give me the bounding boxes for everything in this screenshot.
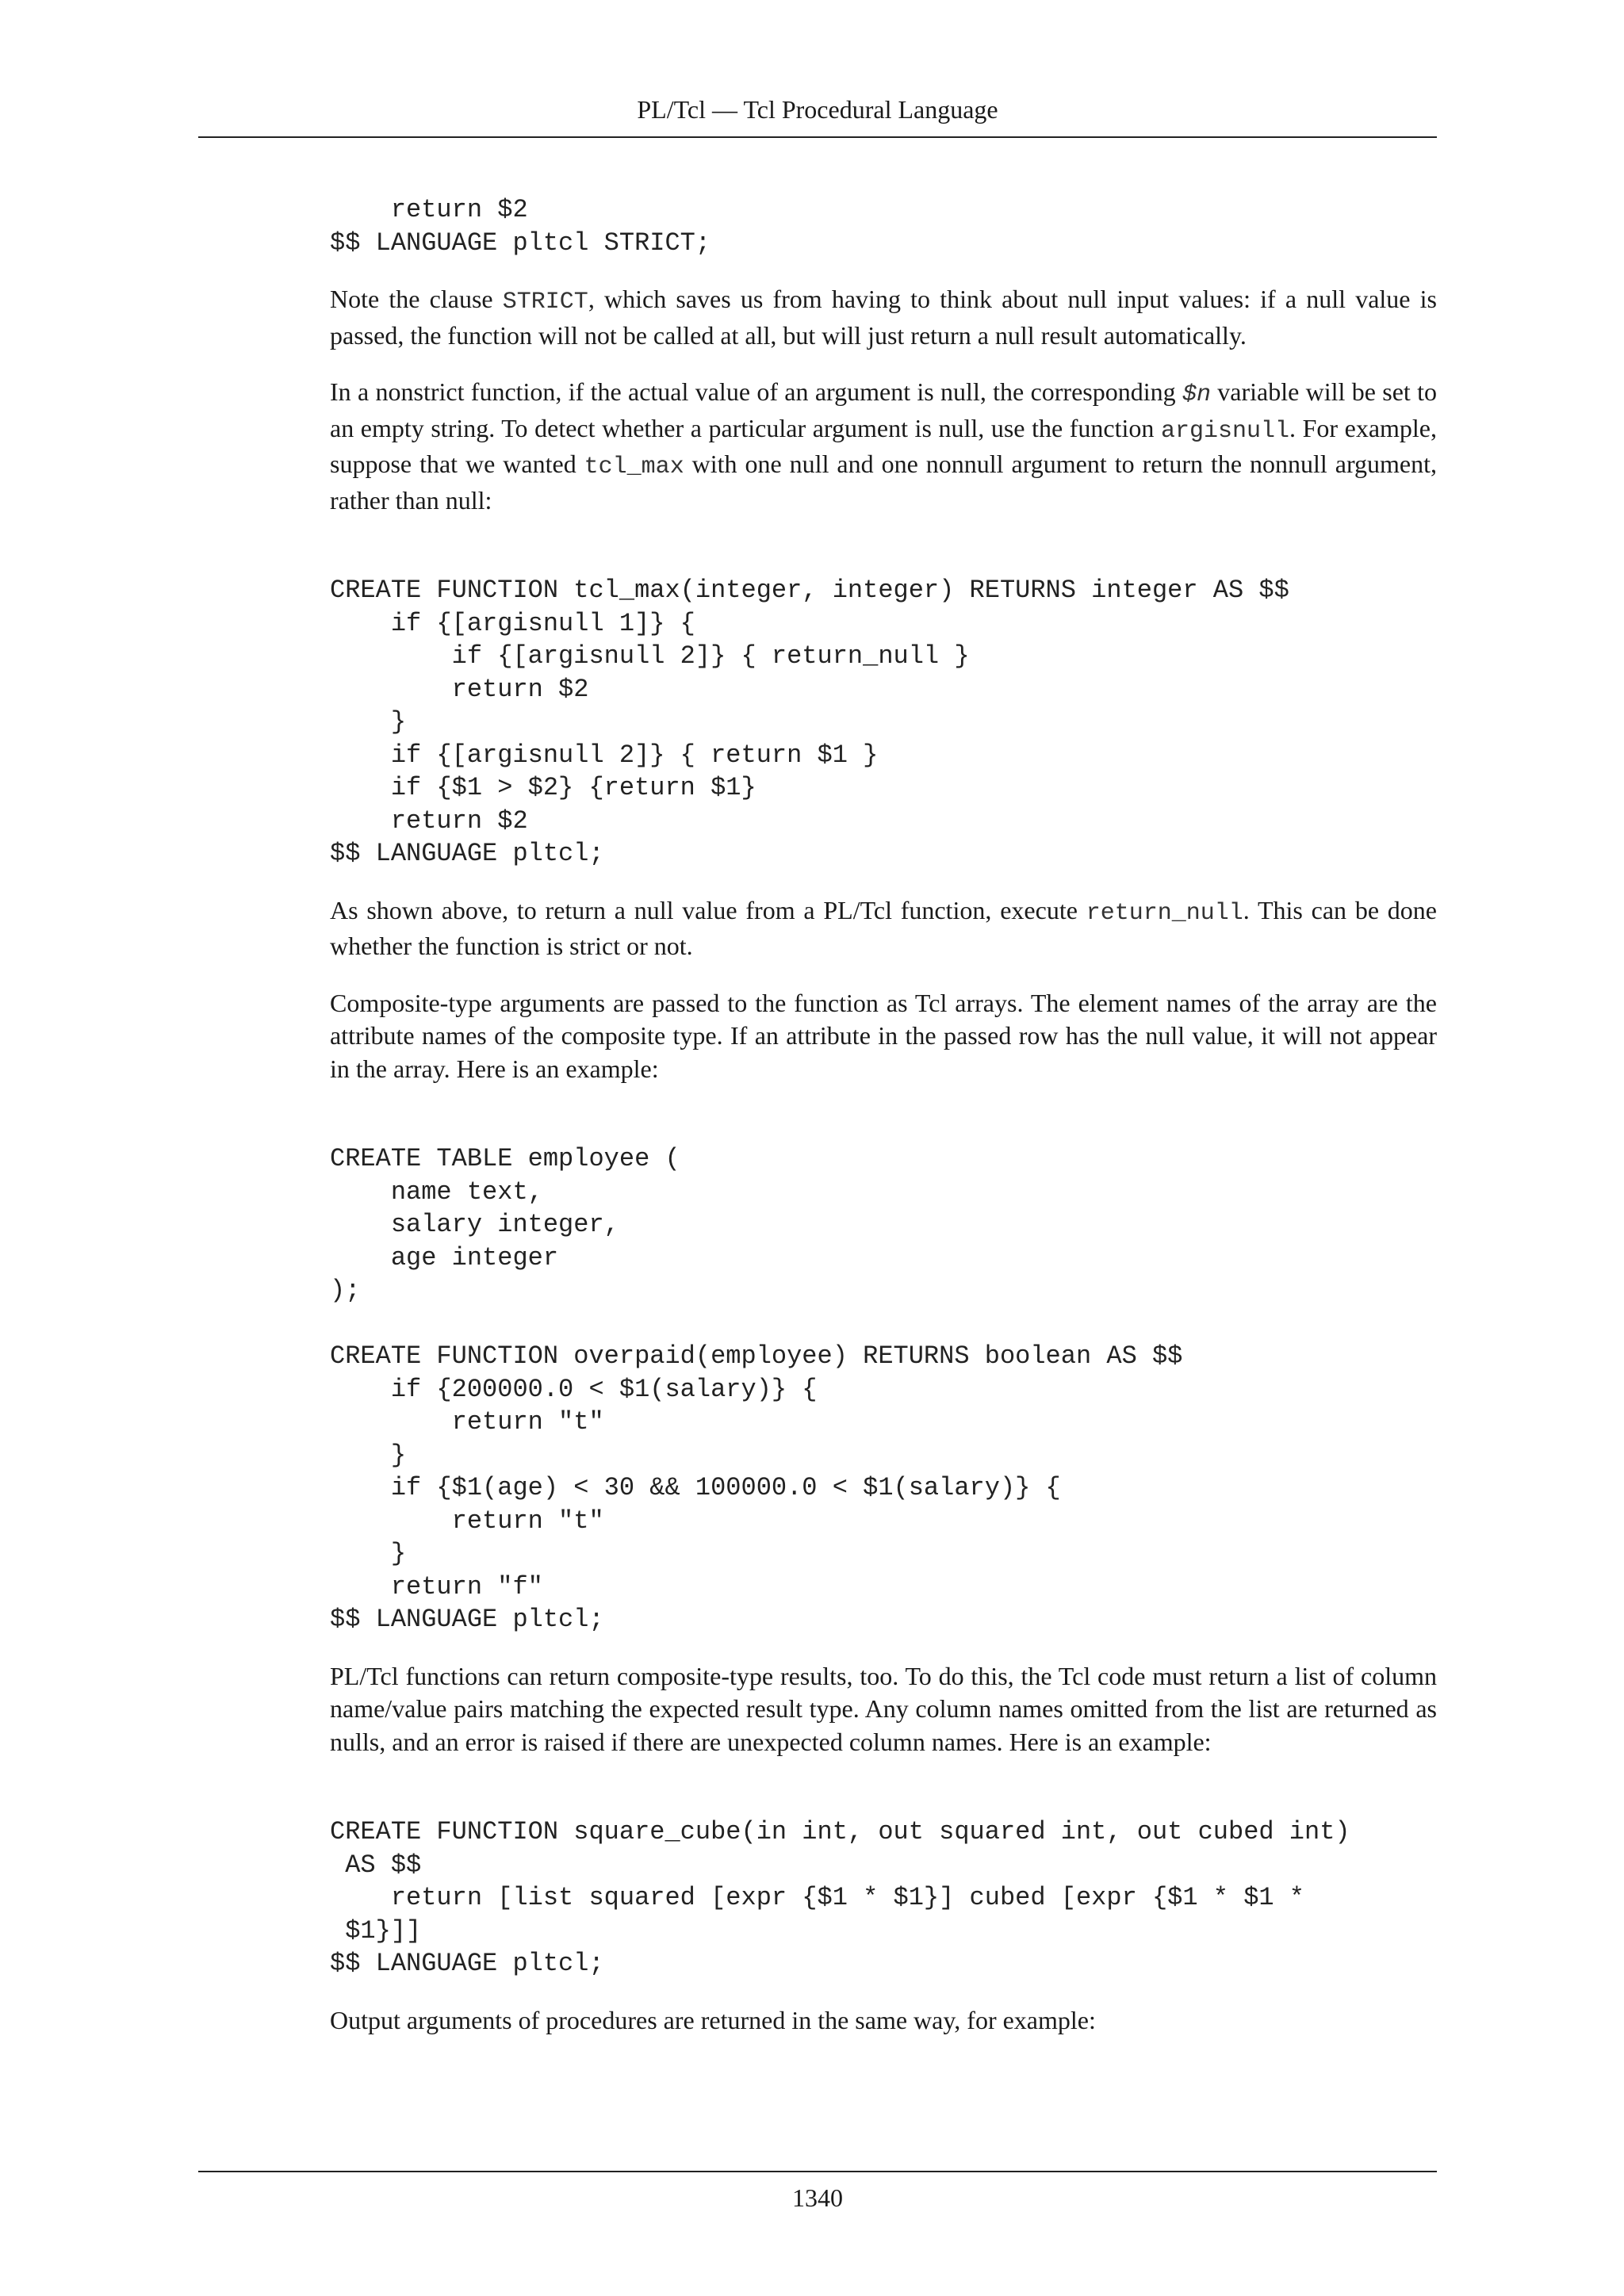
paragraph-output-arguments: Output arguments of procedures are returned in the same way, for example: — [330, 2005, 1096, 2034]
inline-code-dollar-n: $n — [1182, 381, 1211, 408]
paragraph-strict-note — [330, 283, 1437, 352]
text-run: , which saves us from having to think about null input values: if a null value is passed, the function will not be called at all, but will just return a null result automatically. — [330, 285, 1438, 350]
code-block-tcl-max: CREATE FUNCTION tcl_max(integer, integer) RETURNS integer AS $$ if {[argisnull 1]} { if {[argisnull 2]} { return_null } return $2 } if {[argisnull 2]} { return $1 } if {$1 > $2} {return $1} return $2 $$ LANGUAGE pltcl; — [330, 576, 1289, 868]
code-block-strict-end: return $2 $$ LANGUAGE pltcl STRICT; — [330, 195, 711, 258]
text-run: . This can be done whether the function is strict or not. — [330, 895, 1438, 960]
text-run: variable will be set to an empty string. To detect whether a particular argument is null, use the function — [330, 377, 1438, 442]
paragraph-composite-results: PL/Tcl functions can return composite-type results, too. To do this, the Tcl code must return a list of column name/value pairs matching the expected result type. Any column names omitted from the list are returned as nulls, and an error is raised if there are unexpected column names. Here is an example: — [330, 1661, 1437, 1756]
paragraph-nonstrict — [330, 376, 1437, 517]
code-block-employee: CREATE TABLE employee ( name text, salary integer, age integer ); CREATE FUNCTION overpaid(employee) RETURNS boolean AS $$ if {200000.0 < $1(salary)} { return "t" } if {$1(age) < 30 && 100000.0 < $1(salary)} { return "t" } return "f" $$ LANGUAGE pltcl; — [330, 1144, 1183, 1634]
text-run: In a nonstrict function, if the actual value of an argument is null, the corresponding — [330, 377, 1182, 406]
text-run: As shown above, to return a null value from a PL/Tcl function, execute — [330, 895, 1086, 924]
code-block-square-cube: CREATE FUNCTION square_cube(in int, out squared int, out cubed int) AS $$ return [list squared [expr {$1 * $1}] cubed [expr {$1 * $1 * $1}]] $$ LANGUAGE pltcl; — [330, 1817, 1350, 1978]
footer-rule — [198, 2171, 1437, 2172]
inline-code-argisnull: argisnull — [1160, 417, 1289, 445]
page-content — [330, 193, 1437, 2037]
paragraph-composite-args: Composite-type arguments are passed to the function as Tcl arrays. The element names of the array are the attribute names of the composite type. If an attribute in the passed row has the null value, it will not appear in the array. Here is an example: — [330, 988, 1437, 1083]
inline-code-return-null: return_null — [1086, 899, 1243, 927]
text-run: Note the clause — [330, 285, 503, 313]
inline-code-tcl-max: tcl_max — [584, 453, 684, 480]
running-header: PL/Tcl — Tcl Procedural Language — [637, 95, 998, 124]
header-rule — [198, 136, 1437, 138]
paragraph-return-null — [330, 894, 1437, 963]
page-number: 1340 — [792, 2183, 843, 2212]
inline-code-strict: STRICT — [502, 289, 588, 316]
text-run: with one null and one nonnull argument to return the nonnull argument, rather than null: — [330, 450, 1438, 515]
text-run: . For example, suppose that we wanted — [330, 413, 1438, 478]
